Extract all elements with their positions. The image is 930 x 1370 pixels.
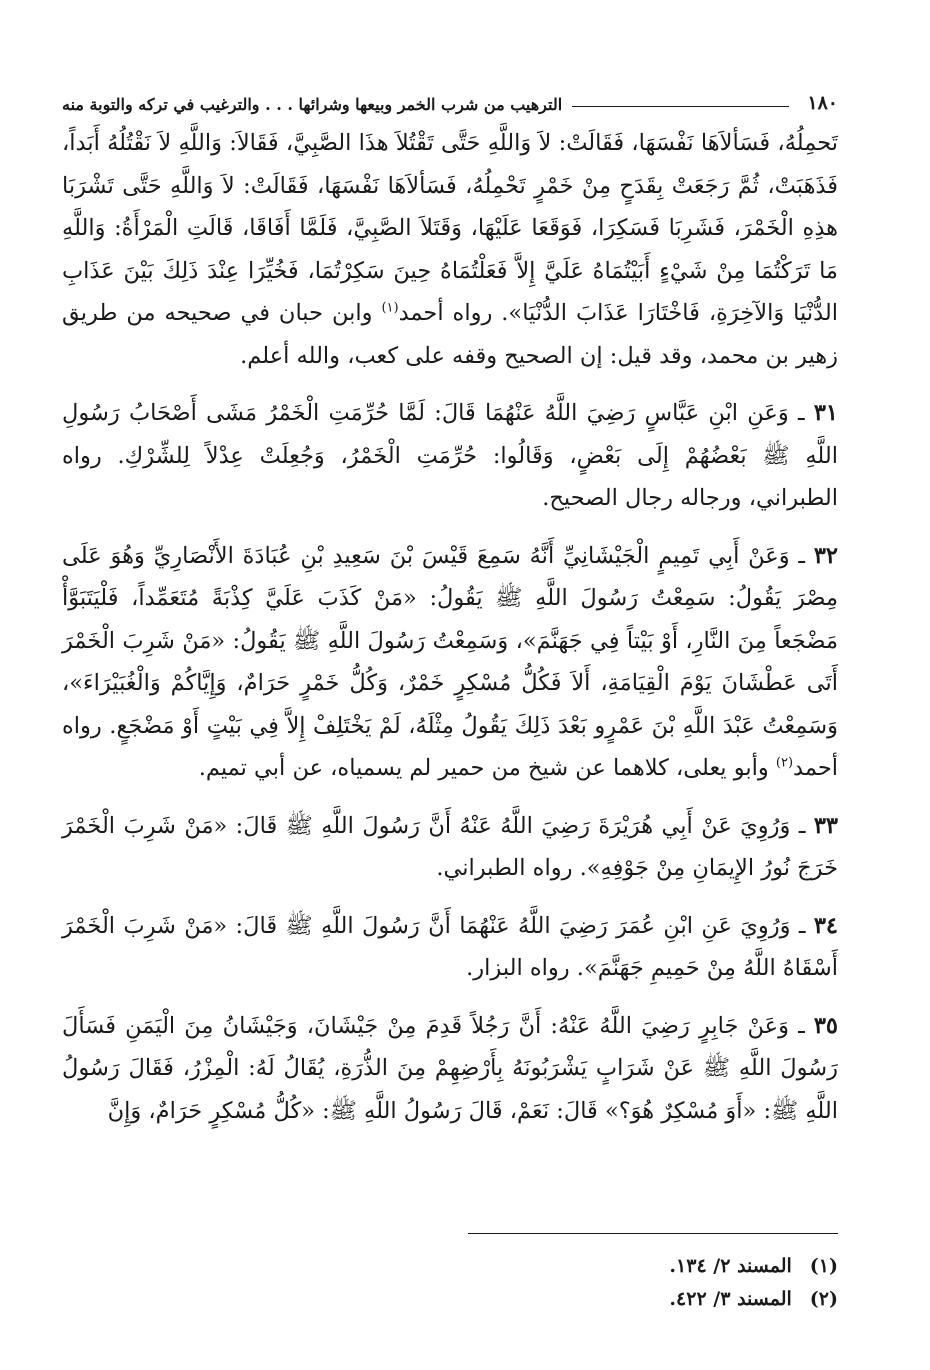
hadith-35: ٣٥ ـ وَعَنْ جَابِرٍ رَضِيَ اللَّهُ عَنْهُ: أَنَّ رَجُلاً قَدِمَ مِنْ جَيْشَانَ، وَجَيْشَانُ مِنَ الْيَمَنِ فَسَأَلَ رَسُولَ اللَّهِ ﷺ عَنْ شَرَابٍ يَشْرَبُونَهُ بِأَرْضِهِمْ مِنَ الذُّرَةِ، يُقَالُ لَهُ: الْمِزْرُ، فَقَالَ رَسُولُ اللَّهِ ﷺ: «أَوَ مُسْكِرٌ هُوَ؟» قَالَ: نَعَمْ، قَالَ رَسُولُ اللَّهِ ﷺ: «كُلُّ مُسْكِرٍ حَرَامٌ، وَإِنَّ [62,1012,838,1124]
running-header [62,84,838,114]
main-text [62,122,838,1132]
page-number: ١٨٠ [807,92,838,114]
hadith-number: ٣٢ [813,542,838,569]
footnote-reference: (٢) [775,755,794,771]
footnotes [318,1250,838,1316]
hadith-32: ٣٢ ـ وَعَنْ أَبِي تَمِيمٍ الْجَيْشَانِيِّ أَنَّهُ سَمِعَ قَيْسَ بْنَ سَعِيدِ بْنِ عُبَادَةَ الأَنْصَارِيِّ وَهُوَ عَلَى مِصْرَ يَقُولُ: سَمِعْتُ رَسُولَ اللَّهِ ﷺ يَقُولُ: «مَنْ كَذَبَ عَلَيَّ كِذْبَةً مُتَعَمِّداً، فَلْيَتَبَوَّأْ مَضْجَعاً مِنَ النَّارِ، أَوْ بَيْتاً فِي جَهَنَّمَ»، وَسَمِعْتُ رَسُولَ اللَّهِ ﷺ يَقُولُ: «مَنْ شَرِبَ الْخَمْرَ أَتَى عَطْشَانَ يَوْمَ الْقِيَامَةِ، أَلاَ فَكُلُّ مُسْكِرٍ خَمْرٌ، وَكُلُّ خَمْرٍ حَرَامٌ، وَإِيَّاكُمْ وَالْغُبَيْرَاءَ»، وَسَمِعْتُ عَبْدَ اللَّهِ بْنَ عَمْرٍو بَعْدَ ذَلِكَ يَقُولُ مِثْلَهُ، لَمْ يَخْتَلِفْ إِلاَّ فِي بَيْتٍ أَوْ مَضْجَعٍ. رواه أحمد$^{(٢)}$ وأبو يعلى، كلاهما عن شيخ من حمير لم يسمياه، عن أبي تميم. [62,542,838,781]
paragraph-continuation: تَحمِلُهُ، فَسَألاَهَا نَفْسَهَا، فَقَالَتْ: لاَ وَاللَّهِ حَتَّى تَقْتُلاَ هذَا الصَّبِيَّ، فَقَالاَ: وَاللَّهِ لاَ نَقْتُلُهُ أَبَداً، فَذَهَبَتْ، ثُمَّ رَجَعَتْ بِقَدَحٍ مِنْ خَمْرٍ تَحْمِلُهُ، فَسَألاَهَا نَفْسَهَا، فَقَالَتْ: لاَ وَاللَّهِ حَتَّى تَشْرَبَا هذِهِ الْخَمْرَ، فَشَرِبَا فَسَكِرَا، فَوَقَعَا عَلَيْهَا، وَقَتَلاَ الصَّبِيَّ، فَلَمَّا أَفَاقَا، قَالَتِ الْمَرْأَةُ: وَاللَّهِ مَا تَرَكْتُمَا مِنْ شَيْءٍ أَبَيْتُمَاهُ عَلَيَّ إِلاَّ فَعَلْتُمَاهُ حِينَ سَكِرْتُمَا، فَخُيِّرَا عِنْدَ ذَلِكَ بَيْنَ عَذَابِ الدُّنْيَا وَالآخِرَةِ، فَاخْتَارَا عَذَابَ الدُّنْيَا». رواه أحمد$^{(١)}$ وابن حبان في صحيحه من طريق زهير بن محمد، وقد قيل: إن الصحيح وقفه على كعب، والله أعلم. [62,130,838,369]
hadith-31: ٣١ ـ وَعَنِ ابْنِ عَبَّاسٍ رَضِيَ اللَّهُ عَنْهُمَا قَالَ: لَمَّا حُرِّمَتِ الْخَمْرُ مَشَى أَصْحَابُ رَسُولِ اللَّهِ ﷺ بَعْضُهُمْ إِلَى بَعْضٍ، وَقَالُوا: حُرِّمَتِ الْخَمْرُ، وَجُعِلَتْ عِدْلاً لِلشِّرْكِ. رواه الطبراني، ورجاله رجال الصحيح. [62,400,838,511]
footnote-text: المسند ٣/ ٤٢٢. [669,1288,792,1310]
hadith-34: ٣٤ ـ وَرُوِيَ عَنِ ابْنِ عُمَرَ رَضِيَ اللَّهُ عَنْهُمَا أَنَّ رَسُولَ اللَّهِ ﷺ قَالَ: «مَنْ شَرِبَ الْخَمْرَ أَسْقَاهُ اللَّهُ مِنْ حَمِيمِ جَهَنَّمَ». رواه البزار. [62,912,838,981]
footnote-number: (٢) [809,1288,838,1310]
footnote-text: المسند ٢/ ١٣٤. [669,1255,792,1277]
footnote-separator [468,1233,838,1234]
page [62,84,838,1132]
hadith-number: ٣٣ [813,812,838,839]
footnote-number: (١) [809,1255,838,1277]
footnote-1 [318,1250,838,1283]
hadith-33: ٣٣ ـ وَرُوِيَ عَنْ أَبِي هُرَيْرَةَ رَضِيَ اللَّهُ عَنْهُ أَنَّ رَسُولَ اللَّهِ ﷺ قَالَ: «مَنْ شَرِبَ الْخَمْرَ خَرَجَ نُورُ الإِيمَانِ مِنْ جَوْفِهِ». رواه الطبراني. [62,812,838,881]
header-rule [572,106,789,107]
hadith-number: ٣٥ [813,1012,838,1039]
footnote-reference: (١) [381,300,399,316]
hadith-number: ٣٤ [813,912,838,939]
hadith-number: ٣١ [813,400,838,426]
footnote-2 [318,1283,838,1316]
running-title: الترهيب من شرب الخمر وبيعها وشرائها . . . والترغيب في تركه والتوبة منه [62,95,563,114]
